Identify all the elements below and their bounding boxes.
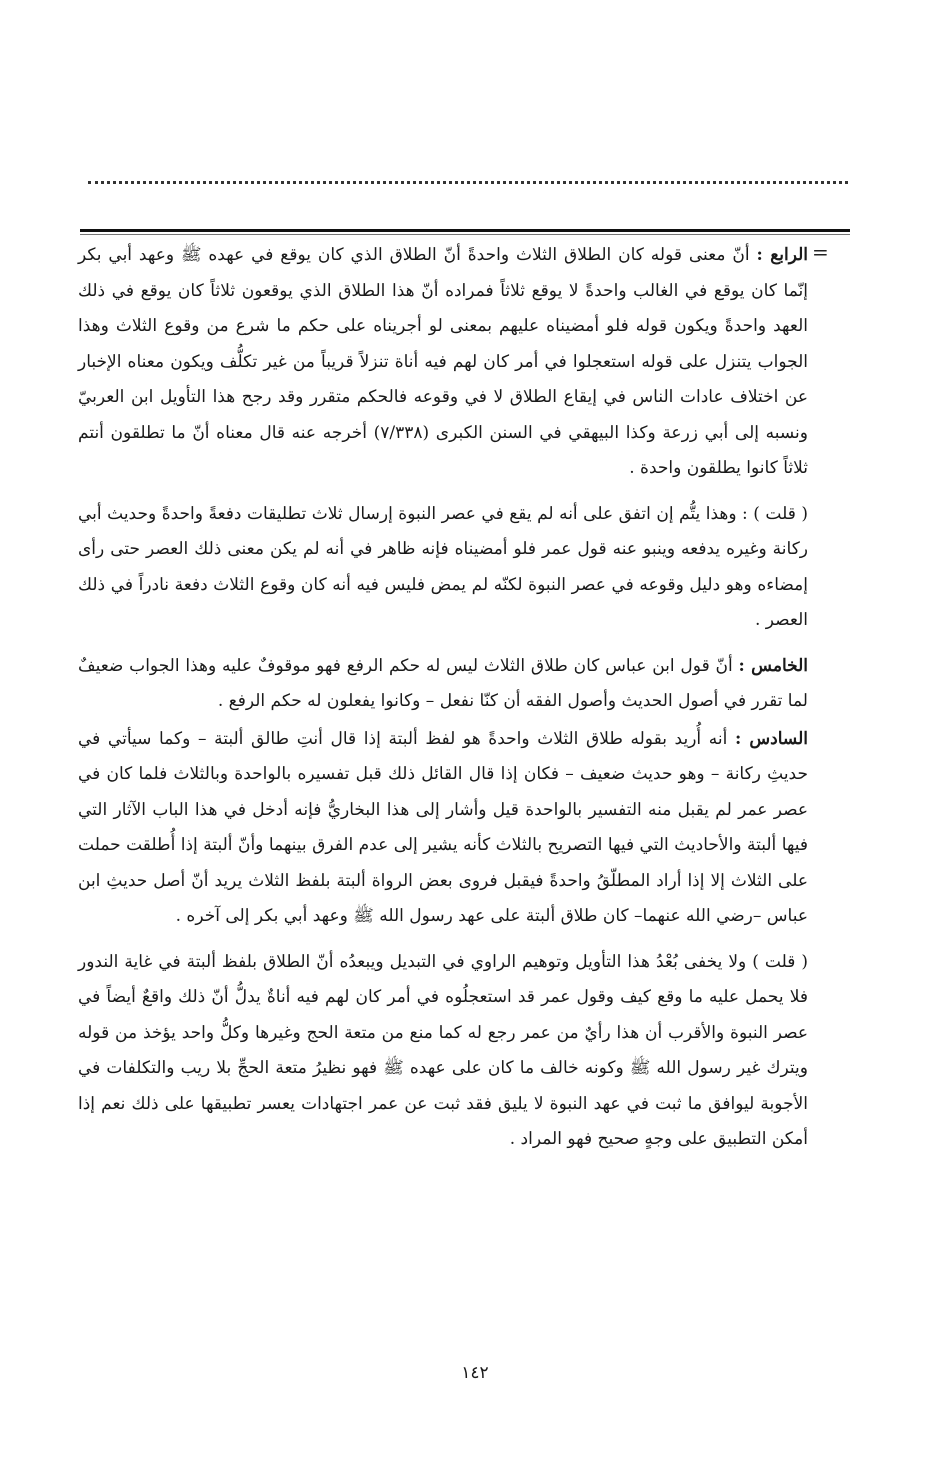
paragraph-text: أنه أُريد بقوله طلاق الثلاث واحدةً هو لفظ ألبتة إذا قال أنتِ طالق ألبتة – وكما سيأتي في حديثِ ركانة – وهو حديث ضعيف – فكان إذا قال القائل ذلك قبل تفسيره بالواحدة وبالثلاث فلما كان في عصر عمر لم يقبل منه التفسير بالواحدة قيل وأشار إلى هذا البخاريُّ فإنه أدخل في هذا الباب الآثار التي فيها ألبتة والأحاديث التي فيها التصريح بالثلاث كأنه يشير إلى عدم الفرق بينهما وأنّ ألبتة إذا أُطلقت حملت على الثلاث إلا إذا أراد المطلّقُ واحدةً فيقبل فروى بعض الرواة ألبتة بلفظ الثلاث يريد أنّ أصل حديثِ ابن عباس –رضي الله عنهما– كان طلاق ألبتة على عهد رسول الله ﷺ وعهد أبي بكر إلى آخره . xyxy=(78,728,808,926)
paragraph-fifth xyxy=(78,649,808,720)
paragraph-text: أنّ معنى قوله كان الطلاق الثلاث واحدةً أنّ الطلاق الذي كان يوقع في عهده ﷺ وعهد أبي بكر إنّما كان يوقع في الغالب واحدةً لا يوقع ثلاثاً فمراده أنّ هذا الطلاق الذي يوقعون ثلاثاً كان يوقع في ذلك العهد واحدةً ويكون قوله فلو أمضيناه عليهم بمعنى لو أجريناه على حكم ما شرع من وقوع الثلاث وهذا الجواب يتنزل على قوله استعجلوا في أمر كان لهم فيه أناة تنزلاً قريباً من غير تكلُّف ويكون معناه الإخبار عن اختلاف عادات الناس في إيقاع الطلاق لا في وقوعه فالحكم متقرر وقد رجح هذا التأويل ابن العربيّ ونسبه إلى أبي زرعة وكذا البيهقي في السنن الكبرى (٧/٣٣٨) أخرجه عنه قال معناه أنّ ما تطلقون أنتم ثلاثاً كانوا يطلقون واحدة . xyxy=(78,245,808,478)
paragraph-comment-1 xyxy=(78,497,808,639)
paragraph-text: ( قلت ) ولا يخفى بُعْدُ هذا التأويل وتوهيم الراوي في التبديل ويبعدُه أنّ الطلاق بلفظ ألبتة في غاية الندور فلا يحمل عليه ما وقع كيف وقول عمر قد استعجلُوه في أمر كان لهم فيه أناةٌ يدلُّ أنّ ذلك واقعٌ أيضاً في عصر النبوة والأقرب أن هذا رأيٌ من عمر رجع له كما منع من متعة الحج وغيرها وكلُّ واحد يؤخذ من قوله ويترك غير رسول الله ﷺ وكونه خالف ما كان على عهده ﷺ فهو نظيرُ متعة الحجِّ بلا ريب والتكلفات في الأجوبة ليوافق ما ثبت في عهد النبوة لا يليق فقد ثبت عن عمر اجتهادات يعسر تطبيقها على ذلك نعم إذا أمكن التطبيق على وجهٍ صحيح فهو المراد . xyxy=(78,951,808,1149)
paragraph-lead: السادس : xyxy=(735,728,808,749)
paragraph-lead: الخامس : xyxy=(738,655,808,676)
footnote-separator-rule xyxy=(80,229,850,232)
continuation-mark: = xyxy=(812,240,829,264)
paragraph-text: أنّ قول ابن عباس كان طلاق الثلاث ليس له حكم الرفع فهو موقوفٌ عليه وهذا الجواب ضعيفٌ لما تقرر في أصول الحديث وأصول الفقه أن كنّا نفعل – وكانوا يفعلون له حكم الرفع . xyxy=(78,655,808,711)
paragraph-fourth xyxy=(78,238,808,487)
page-number: ١٤٢ xyxy=(461,1363,489,1383)
paragraph-comment-2 xyxy=(78,945,808,1158)
paragraph-lead: الرابع : xyxy=(756,245,808,265)
header-dotted-rule xyxy=(88,181,848,184)
footnote-separator-thin-rule xyxy=(80,234,850,235)
paragraph-sixth xyxy=(78,722,808,935)
page-body xyxy=(78,238,808,1168)
paragraph-text: ( قلت ) : وهذا يتُّم إن اتفق على أنه لم يقع في عصر النبوة إرسال ثلاث تطليقات دفعةً واحدةً وحديث أبي ركانة وغيره يدفعه وينبو عنه قول عمر فلو أمضيناه فإنه ظاهر في أنه لم يكن معنى ذلك العصر حتى رأى إمضاءه وهو دليل وقوعه في عصر النبوة لكنّه لم يمض فليس فيه أنه كان وقوع الثلاث دفعة نادراً في ذلك العصر . xyxy=(78,503,808,630)
